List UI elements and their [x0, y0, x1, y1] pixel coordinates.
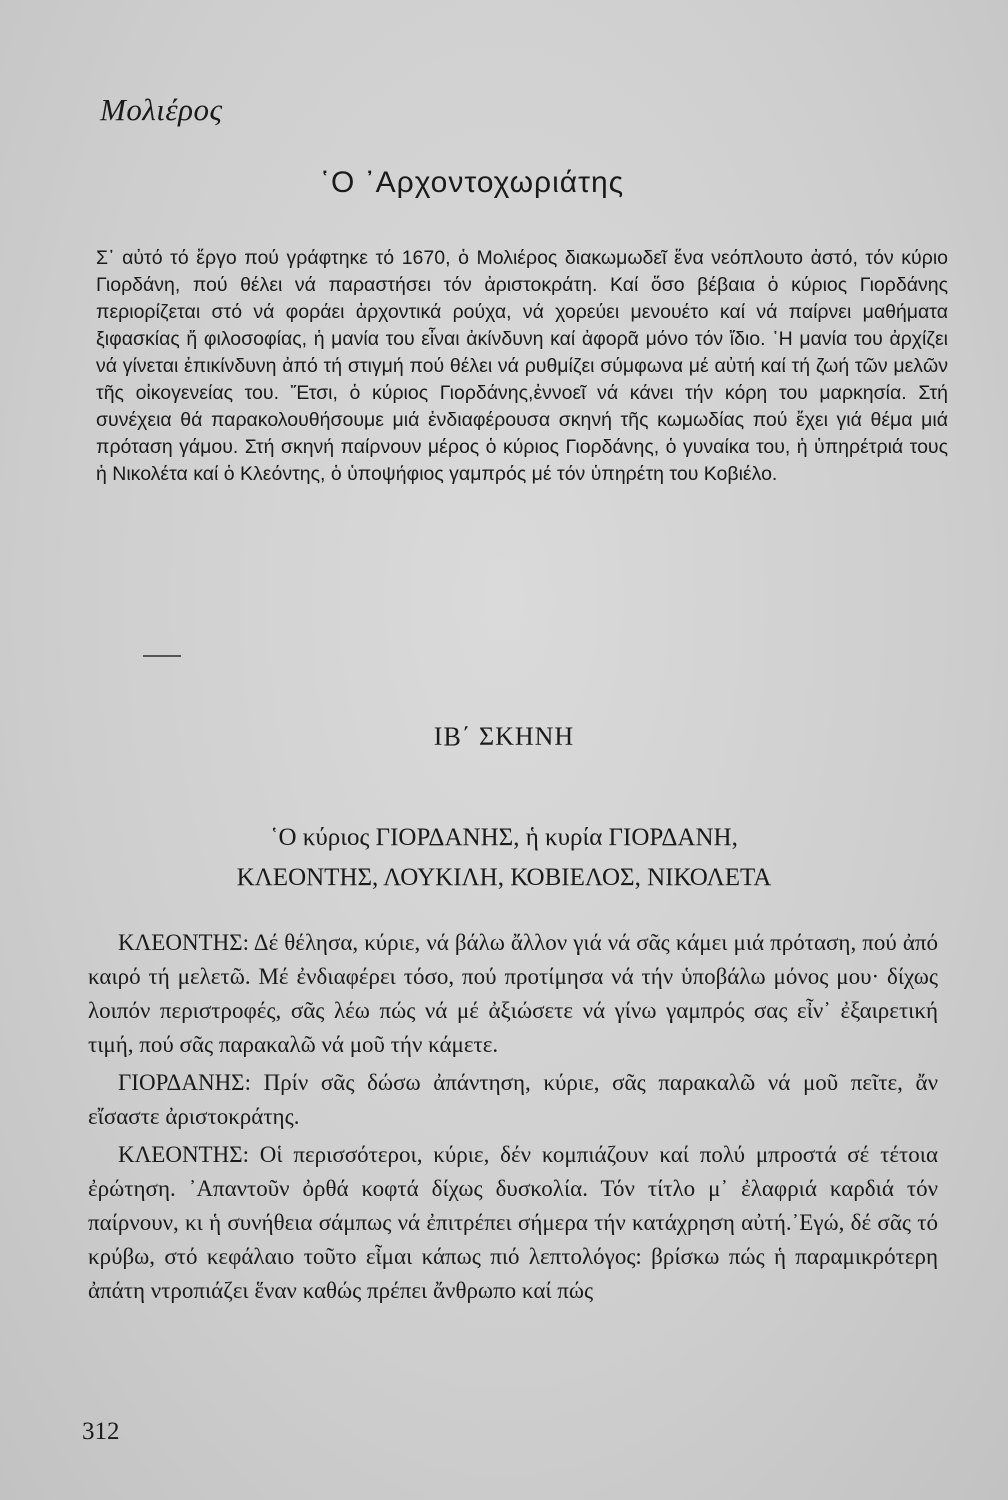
author-name: Μολιέρος	[100, 92, 223, 127]
character-list-line-1: ῾Ο κύριος ΓΙΟΡΔΑΝΗΣ, ἡ κυρία ΓΙΟΡΔΑΝΗ,	[270, 824, 738, 851]
play-title: ῾Ο ᾿Αρχοντοχωριάτης	[320, 166, 625, 199]
character-list-line-2: ΚΛΕΟΝΤΗΣ, ΛΟΥΚΙΛΗ, ΚΟΒΙΕΛΟΣ, ΝΙΚΟΛΕΤΑ	[236, 864, 772, 891]
divider-rule	[143, 655, 181, 657]
dialogue	[88, 926, 938, 1312]
dialogue-line: ΚΛΕΟΝΤΗΣ: Δέ θέλησα, κύριε, νά βάλω ἄλλον γιά νά σᾶς κάμει μιά πρόταση, πού ἀπό καιρό τή μελετῶ. Μέ ἐνδιαφέρει τόσο, πού προτίμησα νά τήν ὑποβάλω μόνος μου· δίχως λοιπόν περιστροφές, σᾶς λέω πώς νά μέ ἀξιώσετε νά γίνω γαμπρός σας εἶν᾿ ἐξαιρετική τιμή, πού σᾶς παρακαλῶ νά μοῦ τήν κάμετε.	[88, 930, 938, 1057]
dialogue-line: ΓΙΟΡΔΑΝΗΣ: Πρίν σᾶς δώσω ἀπάντηση, κύριε, σᾶς παρακαλῶ νά μοῦ πεῖτε, ἄν εἴσαστε ἀριστοκράτης.	[88, 1070, 938, 1129]
intro-paragraph: Σ᾿ αὐτό τό ἔργο πού γράφτηκε τό 1670, ὁ Μολιέρος διακωμωδεῖ ἕνα νεόπλουτο ἀστό, τόν κύριο Γιορδάνη, πού θέλει νά παραστήσει τόν ἀριστοκράτη. Καί ὅσο βέβαια ὁ κύριος Γιορδάνης περιορίζεται στό νά φοράει ἀρχοντικά ρούχα, νά χορεύει μενουέτο καί νά παίρνει μαθήματα ξιφασκίας ἤ φιλοσοφίας, ἡ μανία του εἶναι ἀκίνδυνη καί ἀφορᾶ μόνο τόν ἴδιο. ῾Η μανία του ἀρχίζει νά γίνεται ἐπικίνδυνη ἀπό τή στιγμή πού θέλει νά ρυθμίζει σύμφωνα μέ αὐτή καί τή ζωή τῶν μελῶν τῆς οἰκογενείας του. Ἔτσι, ὁ κύριος Γιορδάνης,ἐννοεῖ νά κάνει τήν κόρη του μαρκησία. Στή συνέχεια θά παρακολουθήσουμε μιά ἐνδιαφέρουσα σκηνή τῆς κωμωδίας πού ἔχει γιά θέμα μιά πρόταση γάμου. Στή σκηνή παίρνουν μέρος ὁ κύριος Γιορδάνης, ὁ γυναίκα του, ἡ ὑπηρέτριά τους ἡ Νικολέτα καί ὁ Κλεόντης, ὁ ὑποψήφιος γαμπρός μέ τόν ὑπηρέτη του Κοβιέλο.	[96, 247, 948, 485]
scene-heading: ΙΒ΄ ΣΚΗΝΗ	[433, 722, 575, 751]
dialogue-line: ΚΛΕΟΝΤΗΣ: Οἱ περισσότεροι, κύριε, δέν κομπιάζουν καί πολύ μπροστά σέ τέτοια ἐρώτηση. ᾿Απαντοῦν ὀρθά κοφτά δίχως δυσκολία. Τόν τίτλο μ᾿ ἐλαφριά καρδιά τόν παίρνουν, κι ἡ συνήθεια σάμπως νά ἐπιτρέπει σήμερα τήν κατάχρηση αὐτή.᾿Εγώ, δέ σᾶς τό κρύβω, στό κεφάλαιο τοῦτο εἶμαι κάπως πιό λεπτολόγος: βρίσκω πώς ἡ παραμικρότερη ἀπάτη ντροπιάζει ἕναν καθώς πρέπει ἄνθρωπο καί πώς	[88, 1142, 938, 1303]
character-list	[0, 818, 1008, 898]
page-number: 312	[82, 1418, 120, 1445]
